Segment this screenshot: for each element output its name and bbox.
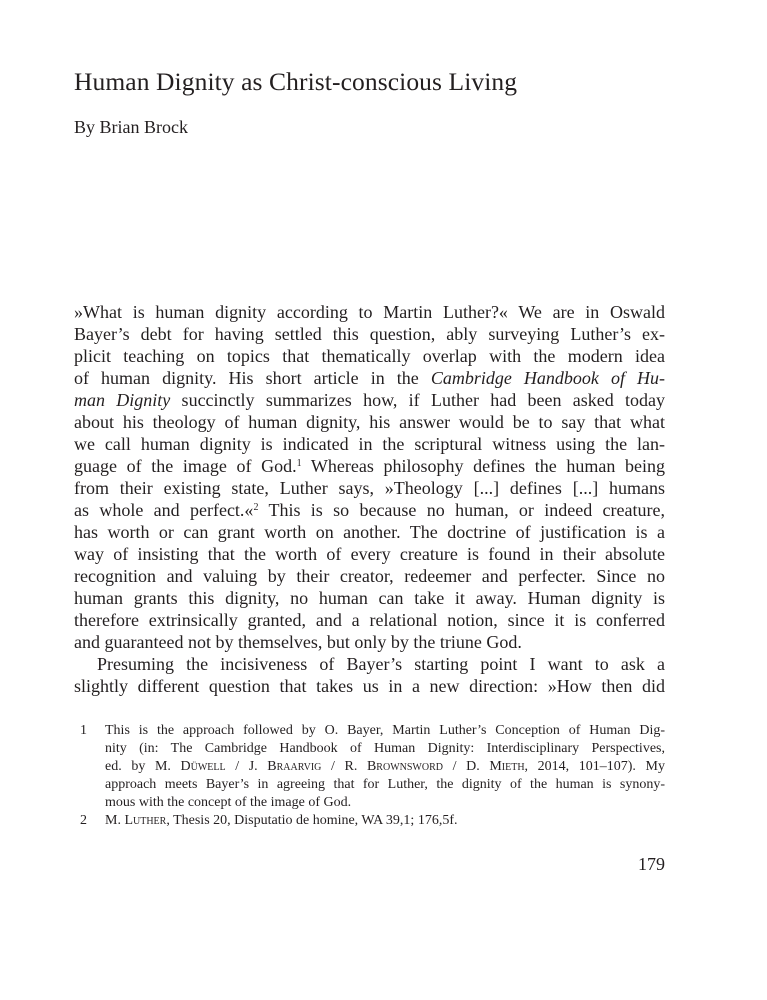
book-title-italic: man Dignity	[74, 390, 171, 410]
body-line: Bayer’s debt for having settled this question, ably surveying Luther’s ex-	[74, 324, 665, 344]
body-text-run: Whereas philosophy defines the human being	[301, 456, 665, 476]
article-author: By Brian Brock	[74, 117, 188, 137]
footnote-text-run: , 2014, 101–107). My	[524, 759, 665, 774]
book-title-italic: Cambridge Handbook of Hu-	[430, 368, 666, 388]
footnote-ref-1[interactable]: 1	[296, 458, 302, 469]
footnote-line: This is the approach followed by O. Bayer, Martin Luther’s Conception of Human Dig-	[105, 723, 665, 738]
footnote-text-run: M.	[105, 813, 125, 828]
author-name: Luther	[124, 813, 167, 828]
footnote-text-run: / R.	[321, 759, 367, 774]
article-title: Human Dignity as Christ-conscious Living	[74, 67, 518, 96]
body-line: slightly different question that takes us in a new direction: »How then did	[74, 676, 665, 696]
body-line: has worth or can grant worth on another. The doctrine of justification is a	[74, 522, 665, 542]
body-line: recognition and valuing by their creator, redeemer and perfecter. Since no	[74, 566, 665, 586]
body-line	[74, 389, 665, 411]
body-text-run: of human dignity. His short article in the	[74, 368, 431, 388]
footnote-line	[105, 758, 665, 776]
body-line: and guaranteed not by themselves, but only by the triune God.	[74, 632, 522, 652]
footnote-line: mous with the concept of the image of God.	[105, 795, 352, 810]
page-number: 179	[638, 854, 665, 874]
body-line: plicit teaching on topics that thematically overlap with the modern idea	[74, 346, 665, 366]
author-name: Mieth	[489, 759, 525, 774]
body-text-run: This is so because no human, or indeed creature,	[258, 500, 665, 520]
footnote-ref-2[interactable]: 2	[253, 502, 259, 513]
footnote-line: nity (in: The Cambridge Handbook of Human Dignity: Interdisciplinary Perspectives,	[105, 741, 665, 756]
footnote-number: 1	[80, 723, 87, 738]
body-line: we call human dignity is indicated in the scriptural witness using the lan-	[74, 434, 665, 454]
author-name: Düwell	[180, 759, 226, 774]
author-name: Brownsword	[366, 759, 443, 774]
body-line	[74, 367, 665, 389]
body-line: from their existing state, Luther says, »Theology [...] defines [...] humans	[74, 478, 665, 498]
body-line: human grants this dignity, no human can take it away. Human dignity is	[74, 588, 665, 608]
footnote-line: approach meets Bayer’s in agreeing that for Luther, the dignity of the human is synony-	[105, 777, 665, 792]
body-text-run: succinctly summarizes how, if Luther had been asked today	[170, 390, 665, 410]
footnote-number: 2	[80, 813, 87, 828]
body-line: Presuming the incisiveness of Bayer’s starting point I want to ask a	[97, 654, 665, 674]
body-line: therefore extrinsically granted, and a relational notion, since it is conferred	[74, 610, 665, 630]
body-text-run: as whole and perfect.«	[74, 500, 254, 520]
body-line: about his theology of human dignity, his answer would be to say that what	[74, 412, 665, 432]
footnote-text-run: / J.	[225, 759, 268, 774]
author-name: Braarvig	[267, 759, 322, 774]
body-line	[74, 499, 665, 521]
footnote-text-run: ed. by M.	[105, 759, 181, 774]
body-line	[74, 455, 665, 477]
body-text-run: guage of the image of God.	[74, 456, 297, 476]
footnote-line	[105, 812, 665, 830]
footnote-text-run: / D.	[442, 759, 490, 774]
body-line: way of insisting that the worth of every creature is found in their absolute	[74, 544, 665, 564]
footnote-text-run: , Thesis 20, Disputatio de homine, WA 39,1; 176,5f.	[166, 813, 458, 828]
body-line: »What is human dignity according to Martin Luther?« We are in Oswald	[74, 302, 665, 322]
